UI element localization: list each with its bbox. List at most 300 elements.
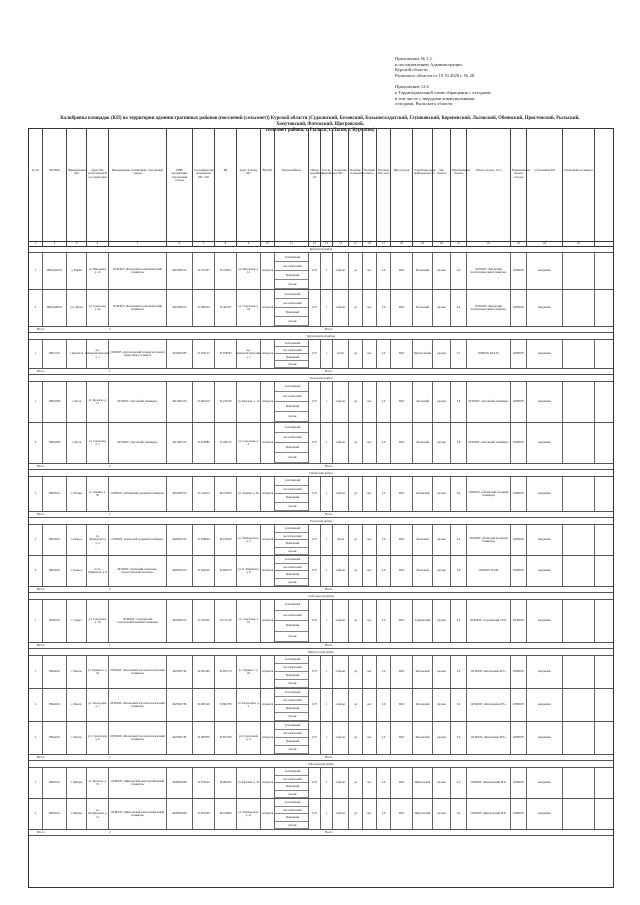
cell-value: 4625001781 — [172, 702, 187, 707]
cell-value: асфальт — [335, 305, 346, 310]
cell-value: 4,2 — [456, 537, 461, 542]
table-cell — [349, 423, 363, 463]
cell-value: прочие — [437, 305, 446, 310]
table-cell — [109, 525, 167, 555]
container-type: пластиковый — [275, 253, 308, 262]
table-cell — [391, 689, 413, 721]
cell-value: асфальт — [335, 440, 346, 445]
cell-value: г. Щигры — [70, 780, 83, 785]
cell-value: ОГБПОУ — [512, 440, 525, 445]
container-type: прочие — [275, 632, 308, 643]
cell-value: ОГБПОУ «Рыльский аграрный техникум» — [111, 537, 164, 542]
table-cell — [467, 799, 511, 829]
cell-value: открытая — [261, 568, 274, 573]
container-type: прочие — [275, 746, 308, 754]
cell-value: 0,75 — [311, 735, 318, 740]
container-type: металлический — [275, 299, 308, 308]
table-cell — [391, 556, 413, 586]
table-cell — [563, 423, 595, 463]
table-cell — [193, 253, 215, 289]
table-cell — [321, 525, 333, 555]
table-cell — [451, 477, 467, 511]
column-header — [215, 129, 237, 241]
container-type: пластиковый — [275, 556, 308, 564]
table-cell — [349, 477, 363, 511]
cell-value: ОГБПОУ «Щигровский МТ» — [470, 811, 507, 816]
cell-value: да — [354, 735, 357, 740]
table-cell — [43, 656, 67, 688]
cell-value: да — [354, 702, 357, 707]
column-header — [109, 129, 167, 241]
table-cell — [467, 382, 511, 422]
cell-value: ежедневно — [537, 537, 552, 542]
table-cell — [467, 477, 511, 511]
column-header-label: ОКТМО — [49, 168, 60, 172]
table-cell — [467, 689, 511, 721]
table-cell — [363, 477, 377, 511]
cell-value: Курчатовский — [414, 351, 431, 356]
table-cell — [87, 290, 109, 326]
column-number: 9 — [237, 241, 261, 246]
cell-value: да — [354, 399, 357, 404]
total-label: Итого — [37, 587, 45, 591]
cell-value: ул. К. Либкнехта, д. 8 — [237, 566, 260, 574]
table-cell — [193, 656, 215, 688]
cell-value: асфальт — [335, 268, 346, 273]
table-cell — [43, 556, 67, 586]
table-cell — [275, 382, 309, 422]
table-cell — [237, 477, 261, 511]
cell-value: открытая — [261, 399, 274, 404]
table-cell — [467, 423, 511, 463]
cell-value: ОГБПОУ «Фатежский АТТ» — [471, 669, 506, 674]
table-cell — [527, 290, 563, 326]
cell-value: ОГБПОУ «Щигровский МТ» — [470, 780, 507, 785]
cell-value: ТКО — [398, 351, 405, 356]
table-cell — [193, 477, 215, 511]
table-cell — [363, 382, 377, 422]
container-type: прочие — [275, 361, 308, 368]
table-cell — [109, 423, 167, 463]
header-line: к Территориальной схеме обращения с отходами, — [395, 89, 492, 95]
table-row — [29, 290, 613, 327]
container-type: Бункерный — [275, 621, 308, 632]
cell-value: 3,0 — [381, 399, 386, 404]
table-cell — [451, 722, 467, 754]
cell-value: нет — [367, 618, 372, 623]
table-cell — [29, 382, 43, 422]
section-total-label: Всего — [325, 327, 333, 331]
container-type: пластиковый — [275, 689, 308, 697]
cell-value: 1 — [325, 491, 328, 496]
cell-value: г. Щигры — [70, 811, 83, 816]
container-type: Бункерный — [275, 308, 308, 317]
cell-value: г. Фатеж — [71, 669, 82, 674]
table-cell — [467, 600, 511, 642]
column-header-label: Адрес и номер КП — [239, 168, 258, 176]
cell-value: открытая — [261, 491, 274, 496]
table-cell — [237, 253, 261, 289]
cell-value: 52.095120 — [197, 702, 210, 707]
cell-value: ежедневно — [537, 702, 552, 707]
cell-value: да — [354, 440, 357, 445]
table-cell — [67, 722, 87, 754]
cell-value: 51.071627 — [197, 268, 210, 273]
cell-value: ОГБПОУ КТАЭС — [477, 351, 500, 356]
table-cell — [309, 600, 321, 642]
table-cell — [167, 477, 193, 511]
table-cell — [109, 477, 167, 511]
section-total-label: Всего — [325, 369, 333, 373]
column-header — [321, 129, 338, 241]
table-cell — [237, 722, 261, 754]
cell-value: ул. Красная, д. 35 — [237, 780, 260, 785]
table-cell — [87, 768, 109, 798]
cell-value: 4,4 — [456, 305, 461, 310]
cell-value: 3,0 — [381, 568, 386, 573]
table-cell — [215, 423, 237, 463]
cell-value: 38601408101 — [46, 305, 63, 310]
table-cell — [237, 556, 261, 586]
cell-value: 4601006731 — [172, 305, 187, 310]
table-cell — [433, 525, 451, 555]
table-cell — [275, 722, 309, 754]
table-cell — [363, 340, 377, 368]
table-cell — [309, 525, 321, 555]
table-cell — [511, 556, 527, 586]
table-cell — [333, 656, 349, 688]
cell-value: нет — [367, 735, 372, 740]
cell-value: нет — [367, 399, 372, 404]
table-cell — [563, 768, 595, 798]
table-cell — [391, 340, 413, 368]
cell-value: прочие — [437, 351, 446, 356]
cell-value: 4623001012 — [172, 618, 187, 623]
table-cell — [511, 689, 527, 721]
column-number: 12 — [309, 241, 321, 246]
column-header — [349, 129, 363, 241]
cell-value: асфальт — [335, 780, 346, 785]
cell-value: открытая — [261, 811, 274, 816]
table-cell — [391, 656, 413, 688]
column-header — [377, 129, 391, 241]
cell-value: асфальт — [335, 399, 346, 404]
table-cell — [237, 525, 261, 555]
table-cell — [29, 477, 43, 511]
column-header — [413, 129, 436, 241]
cell-value: бетон — [337, 351, 344, 356]
cell-value: ОГБПОУ — [512, 618, 525, 623]
table-cell — [87, 382, 109, 422]
cell-value: ОГБПОУ «Фатежский агротехнологический техникум» — [110, 733, 165, 741]
column-header-label: Кол-во контейнеров — [322, 168, 338, 176]
table-cell — [237, 689, 261, 721]
container-type: металлический — [275, 807, 308, 815]
cell-value: 3 — [34, 735, 37, 740]
cell-value: пр. Коммунистический, д. 1 — [85, 347, 110, 359]
cell-value: 35.479037 — [219, 268, 232, 273]
cell-value: открытая — [261, 351, 274, 356]
cell-value: ОГБПОУ «Фатежский агротехнологический техникум» — [110, 700, 165, 708]
cell-value: открытая — [261, 305, 274, 310]
container-type: прочие — [275, 280, 308, 289]
cell-value: 1 — [34, 268, 37, 273]
table-cell — [451, 253, 467, 289]
cell-value: ул. Советская, д. 24 — [88, 303, 107, 311]
table-cell — [67, 799, 87, 829]
table-cell — [391, 722, 413, 754]
column-header-label: Наименование объекта — [452, 168, 471, 176]
table-cell — [349, 768, 363, 798]
cell-value: 51.659880 — [197, 440, 210, 445]
table-cell — [527, 722, 563, 754]
table-cell — [43, 768, 67, 798]
table-cell — [237, 382, 261, 422]
column-number: 20 — [433, 241, 451, 246]
cell-value: 36.276910 — [219, 491, 232, 496]
cell-value: да — [354, 780, 357, 785]
table-cell — [87, 799, 109, 829]
container-type: пластиковый — [275, 768, 308, 776]
table-cell — [193, 340, 215, 368]
container-type: прочие — [275, 548, 308, 556]
container-type: пластиковый — [275, 290, 308, 299]
cell-value: прочие — [437, 780, 446, 785]
column-number: 23 — [511, 241, 527, 246]
cell-value: 35.851930 — [219, 735, 232, 740]
table-cell — [43, 382, 67, 422]
table-cell — [237, 656, 261, 688]
cell-value: ТКО — [398, 811, 405, 816]
column-number: 4 — [87, 241, 109, 246]
table-row — [29, 799, 613, 830]
container-type: прочие — [275, 503, 308, 512]
table-cell — [167, 556, 193, 586]
table-cell — [527, 253, 563, 289]
cell-value: 4,0 — [381, 351, 386, 356]
cell-value: р.п. Белая — [70, 305, 83, 310]
table-cell — [43, 600, 67, 642]
column-header-label: Объем отходов, т/год — [475, 168, 502, 172]
table-cell — [109, 799, 167, 829]
table-cell — [237, 799, 261, 829]
cell-value: ОГБПОУ «Льговский техникум» — [117, 440, 158, 445]
cell-value: 3,0 — [381, 780, 386, 785]
table-cell — [363, 722, 377, 754]
cell-value: 1 — [325, 618, 328, 623]
table-cell — [309, 656, 321, 688]
cell-value: 36.910840 — [219, 811, 232, 816]
table-cell — [563, 253, 595, 289]
cell-value: да — [354, 568, 357, 573]
column-header-label: Вид отходов — [393, 168, 410, 172]
cell-value: ОГБПОУ — [512, 811, 525, 816]
table-cell — [333, 477, 349, 511]
cell-value: 0,75 — [311, 491, 318, 496]
table-cell — [563, 600, 595, 642]
cell-value: ОГБПОУ «Фатежский АТТ» — [471, 735, 506, 740]
cell-value: 1 — [34, 780, 37, 785]
table-cell — [377, 340, 391, 368]
cell-value: 4620001521 — [172, 537, 187, 542]
table-cell — [67, 253, 87, 289]
section-header: Суджанский район — [29, 593, 613, 600]
cell-value: 2 — [34, 568, 37, 573]
cell-value: 5,1 — [456, 351, 461, 356]
table-row — [29, 477, 613, 512]
cell-value: прочие — [437, 268, 446, 273]
header-line: Рыльского области от 19.10.2020 г. № 28 — [395, 72, 475, 78]
column-header — [43, 129, 67, 241]
cell-value: нет — [367, 351, 372, 356]
section-header: Льговский район — [29, 375, 613, 382]
table-cell — [193, 290, 215, 326]
table-cell — [511, 600, 527, 642]
cell-value: 1 — [34, 491, 37, 496]
table-cell — [413, 656, 433, 688]
table-cell — [363, 556, 377, 586]
cell-value: 51.568620 — [197, 537, 210, 542]
column-header — [67, 129, 87, 241]
cell-value: нет — [367, 702, 372, 707]
cell-value: Фатежский — [415, 702, 430, 707]
cell-value: 38644101 — [48, 669, 61, 674]
cell-value: ОГБПОУ «Суджанский СХТ» — [470, 618, 507, 623]
cell-value: 4625001781 — [172, 735, 187, 740]
table-cell — [215, 525, 237, 555]
cell-value: ул. К. Либкнехта, д. 8 — [88, 566, 107, 574]
cell-value: 4,3 — [456, 811, 461, 816]
table-cell — [109, 290, 167, 326]
cell-value: ежедневно — [537, 669, 552, 674]
cell-value: ОГБПОУ — [512, 351, 525, 356]
cell-value: 38650101 — [48, 811, 61, 816]
table-row — [29, 525, 613, 556]
table-cell — [321, 722, 333, 754]
table-cell — [321, 290, 333, 326]
table-cell — [29, 689, 43, 721]
container-type: Бункерный — [275, 571, 308, 579]
cell-value: 1 — [325, 702, 328, 707]
cell-value: нет — [367, 491, 372, 496]
table-cell — [261, 525, 275, 555]
cell-value: нет — [367, 568, 372, 573]
section-header: Беловский район — [29, 246, 613, 253]
table-cell — [275, 768, 309, 798]
container-type: пластиковый — [275, 423, 308, 433]
cell-value: 1 — [34, 351, 37, 356]
container-type: металлический — [275, 433, 308, 443]
cell-value: 34.678540 — [219, 537, 232, 542]
cell-value: ОГБПОУ «Рыльский социально-педагогический колледж» — [117, 566, 158, 574]
table-cell — [333, 768, 349, 798]
table-cell — [451, 556, 467, 586]
cell-value: 51.656713 — [197, 351, 210, 356]
table-cell — [167, 290, 193, 326]
table-cell — [363, 253, 377, 289]
cell-value: ул. Школьная, д. 14 — [88, 266, 107, 274]
cell-value: 0,75 — [311, 702, 318, 707]
cell-value: 0,75 — [311, 618, 318, 623]
cell-value: прочие — [437, 618, 446, 623]
column-number: 22 — [467, 241, 511, 246]
cell-value: 51.876410 — [197, 780, 210, 785]
cell-value: 3,8 — [456, 440, 461, 445]
table-cell — [275, 556, 309, 586]
cell-value: асфальт — [335, 702, 346, 707]
cell-value: г. Рыльск — [70, 568, 83, 573]
table-cell — [43, 689, 67, 721]
table-cell — [467, 556, 511, 586]
table-cell — [67, 556, 87, 586]
table-cell — [433, 722, 451, 754]
table-cell — [413, 253, 433, 289]
table-cell — [215, 556, 237, 586]
container-type: пластиковый — [275, 722, 308, 730]
cell-value: ТКО — [398, 780, 405, 785]
cell-value: ОГБПОУ «Щигровский многопрофильный техникум» — [110, 778, 165, 786]
table-cell — [67, 423, 87, 463]
column-header — [527, 129, 563, 241]
table-cell — [215, 768, 237, 798]
cell-value: 35.461037 — [219, 305, 232, 310]
cell-value: 4628002640 — [172, 780, 187, 785]
table-cell — [167, 253, 193, 289]
table-cell — [193, 556, 215, 586]
table-cell — [309, 722, 321, 754]
cell-value: ТКО — [398, 491, 405, 496]
column-header — [363, 129, 377, 241]
cell-value: 51.872930 — [197, 811, 210, 816]
table-cell — [237, 290, 261, 326]
table-cell — [527, 382, 563, 422]
cell-value: Беловский — [416, 268, 429, 273]
table-cell — [29, 340, 43, 368]
cell-value: прочие — [437, 491, 446, 496]
table-cell — [321, 656, 333, 688]
table-cell — [43, 253, 67, 289]
table-cell — [527, 768, 563, 798]
cell-value: 38601402101 — [46, 268, 63, 273]
table-cell — [527, 600, 563, 642]
table-cell — [511, 382, 527, 422]
cell-value: ОГБПОУ «Фатежский АТТ» — [471, 702, 506, 707]
table-cell — [563, 656, 595, 688]
table-cell — [67, 600, 87, 642]
cell-value: ОГБПОУ «Беловский политехнический техникум» — [470, 266, 507, 274]
cell-value: ул. Строителей, д. 9 — [238, 733, 259, 741]
table-cell — [87, 656, 109, 688]
table-cell — [109, 382, 167, 422]
column-header-label: Объем контейнера, м3 — [310, 168, 325, 179]
cell-value: 1 — [325, 399, 328, 404]
table-cell — [467, 340, 511, 368]
column-number: 10 — [261, 241, 275, 246]
cell-value: 38650101 — [48, 780, 61, 785]
cell-value: ежедневно — [537, 568, 552, 573]
column-header-label: Наименование объекта отходов — [512, 168, 531, 179]
table-cell — [109, 556, 167, 586]
cell-value: ул. Загородная, д. 1 — [237, 700, 260, 708]
column-header-label: Наименование организации, образующей отходы — [111, 168, 164, 176]
container-type: Бункерный — [275, 672, 308, 680]
section-header: Фатежский район — [29, 649, 613, 656]
cell-value: нет — [367, 537, 372, 542]
header-line: Курской области — [395, 67, 428, 73]
table-cell — [511, 477, 527, 511]
table-cell — [451, 382, 467, 422]
table-cell — [451, 689, 467, 721]
